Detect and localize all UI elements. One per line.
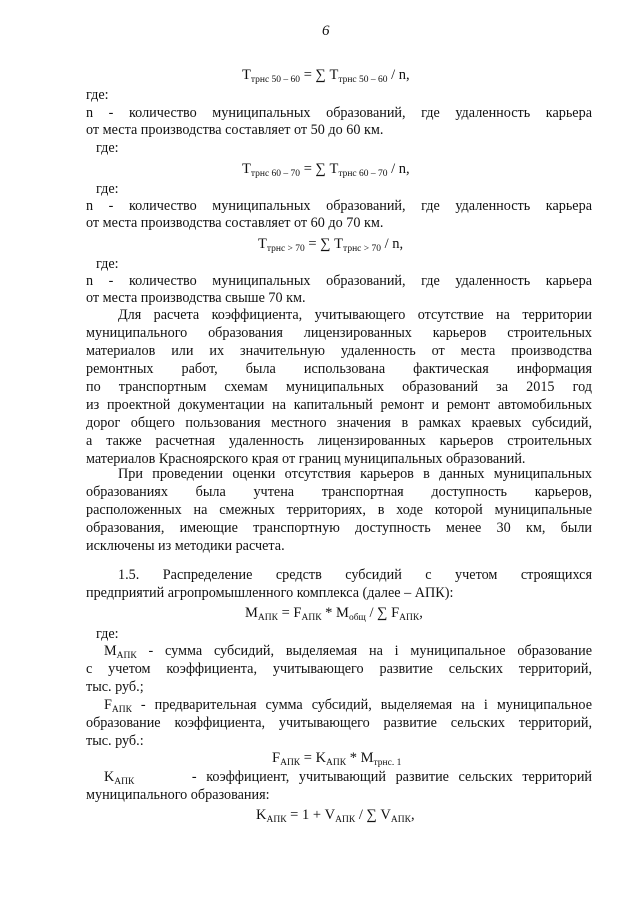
where-label: где: — [96, 140, 119, 156]
paragraph-line: а также расчетная удаленность лицензированных карьеров строительных — [86, 433, 592, 449]
section-heading-line: предприятий агропромышленного комплекса (далее – АПК): — [86, 585, 454, 601]
where-label: где: — [96, 256, 119, 272]
paragraph-line: дорог общего пользования местного значения в рамках краевых субсидий, — [86, 415, 592, 431]
formula-f-apk: $F_{АПК} = K_{АПК} * M_{трнс. 1}$ — [272, 750, 402, 768]
paragraph-line: от места производства свыше 70 км. — [86, 290, 306, 306]
where-label: где: — [96, 181, 119, 197]
paragraph-line: Для расчета коэффициента, учитывающего отсутствие на территории — [118, 307, 592, 323]
page-number: 6 — [322, 23, 330, 39]
formula-trns-over-70: $T_{трнс > 70}$ = ∑ $T_{трнс > 70}$ / n, — [258, 236, 404, 254]
paragraph-line: от места производства составляет от 50 до 60 км. — [86, 122, 384, 138]
paragraph-line: n - количество муниципальных образований, где удаленность карьера — [86, 273, 592, 289]
section-heading-line: 1.5. Распределение средств субсидий с учетом строящихся — [118, 567, 592, 583]
formula-k-apk: $K_{АПК} = 1 + V_{АПК}$ / ∑ $V_{АПК}$, — [256, 807, 415, 825]
paragraph-line: по транспортным схемам муниципальных образований за 2015 год — [86, 379, 592, 395]
formula-trns-50-60: $T_{трнс 50 - 60}$ = ∑ $T_{трнс 50 - 60}$ / n, — [242, 67, 410, 85]
where-label: где: — [86, 87, 109, 103]
paragraph-line: материалов Красноярского края от границ муниципальных образований. — [86, 451, 526, 467]
paragraph-line: $M_{АПК}$ - сумма субсидий, выделяемая на i муниципальное образование — [104, 643, 592, 661]
formula-trns-60-70: $T_{трнс 60 - 70}$ = ∑ $T_{трнс 60 - 70}$ / n, — [242, 161, 410, 179]
paragraph-line: расположенных на смежных территориях, в ходе которой муниципальные — [86, 502, 592, 518]
paragraph-line: $K_{АПК}$ - коэффициент, учитывающий развитие сельских территорий — [104, 769, 593, 787]
paragraph-line: образования, имеющие транспортную доступность менее 30 км, были — [86, 520, 592, 536]
paragraph-line: с учетом коэффициента, учитывающего развитие сельских территорий, — [86, 661, 592, 677]
paragraph-line: образование коэффициента, учитывающего развитие сельских территорий, — [86, 715, 592, 731]
paragraph-line: При проведении оценки отсутствия карьеров в данных муниципальных — [118, 466, 592, 482]
paragraph-line: тыс. руб.: — [86, 733, 144, 749]
paragraph-line: материалов или их значительную удаленность от места производства — [86, 343, 592, 359]
paragraph-line: муниципального образования лицензированных карьеров строительных — [86, 325, 592, 341]
paragraph-line: тыс. руб.; — [86, 679, 144, 695]
paragraph-line: n - количество муниципальных образований, где удаленность карьера — [86, 105, 592, 121]
formula-m-apk: $M_{АПК} = F_{АПК} * M_{общ}$ / ∑ $F_{АПК}$, — [245, 605, 423, 623]
where-label: где: — [96, 626, 119, 642]
paragraph-line: из проектной документации на капитальный ремонт и ремонт автомобильных — [86, 397, 592, 413]
paragraph-line: $F_{АПК}$ - предварительная сумма субсидий, выделяемая на i муниципальное — [104, 697, 592, 715]
paragraph-line: исключены из методики расчета. — [86, 538, 285, 554]
paragraph-line: ремонтных работ, была использована фактическая информация — [86, 361, 592, 377]
paragraph-line: образованиях была учтена транспортная доступность карьеров, — [86, 484, 592, 500]
paragraph-line: n - количество муниципальных образований, где удаленность карьера — [86, 198, 592, 214]
paragraph-line: муниципального образования: — [86, 787, 270, 803]
paragraph-line: от места производства составляет от 60 до 70 км. — [86, 215, 384, 231]
